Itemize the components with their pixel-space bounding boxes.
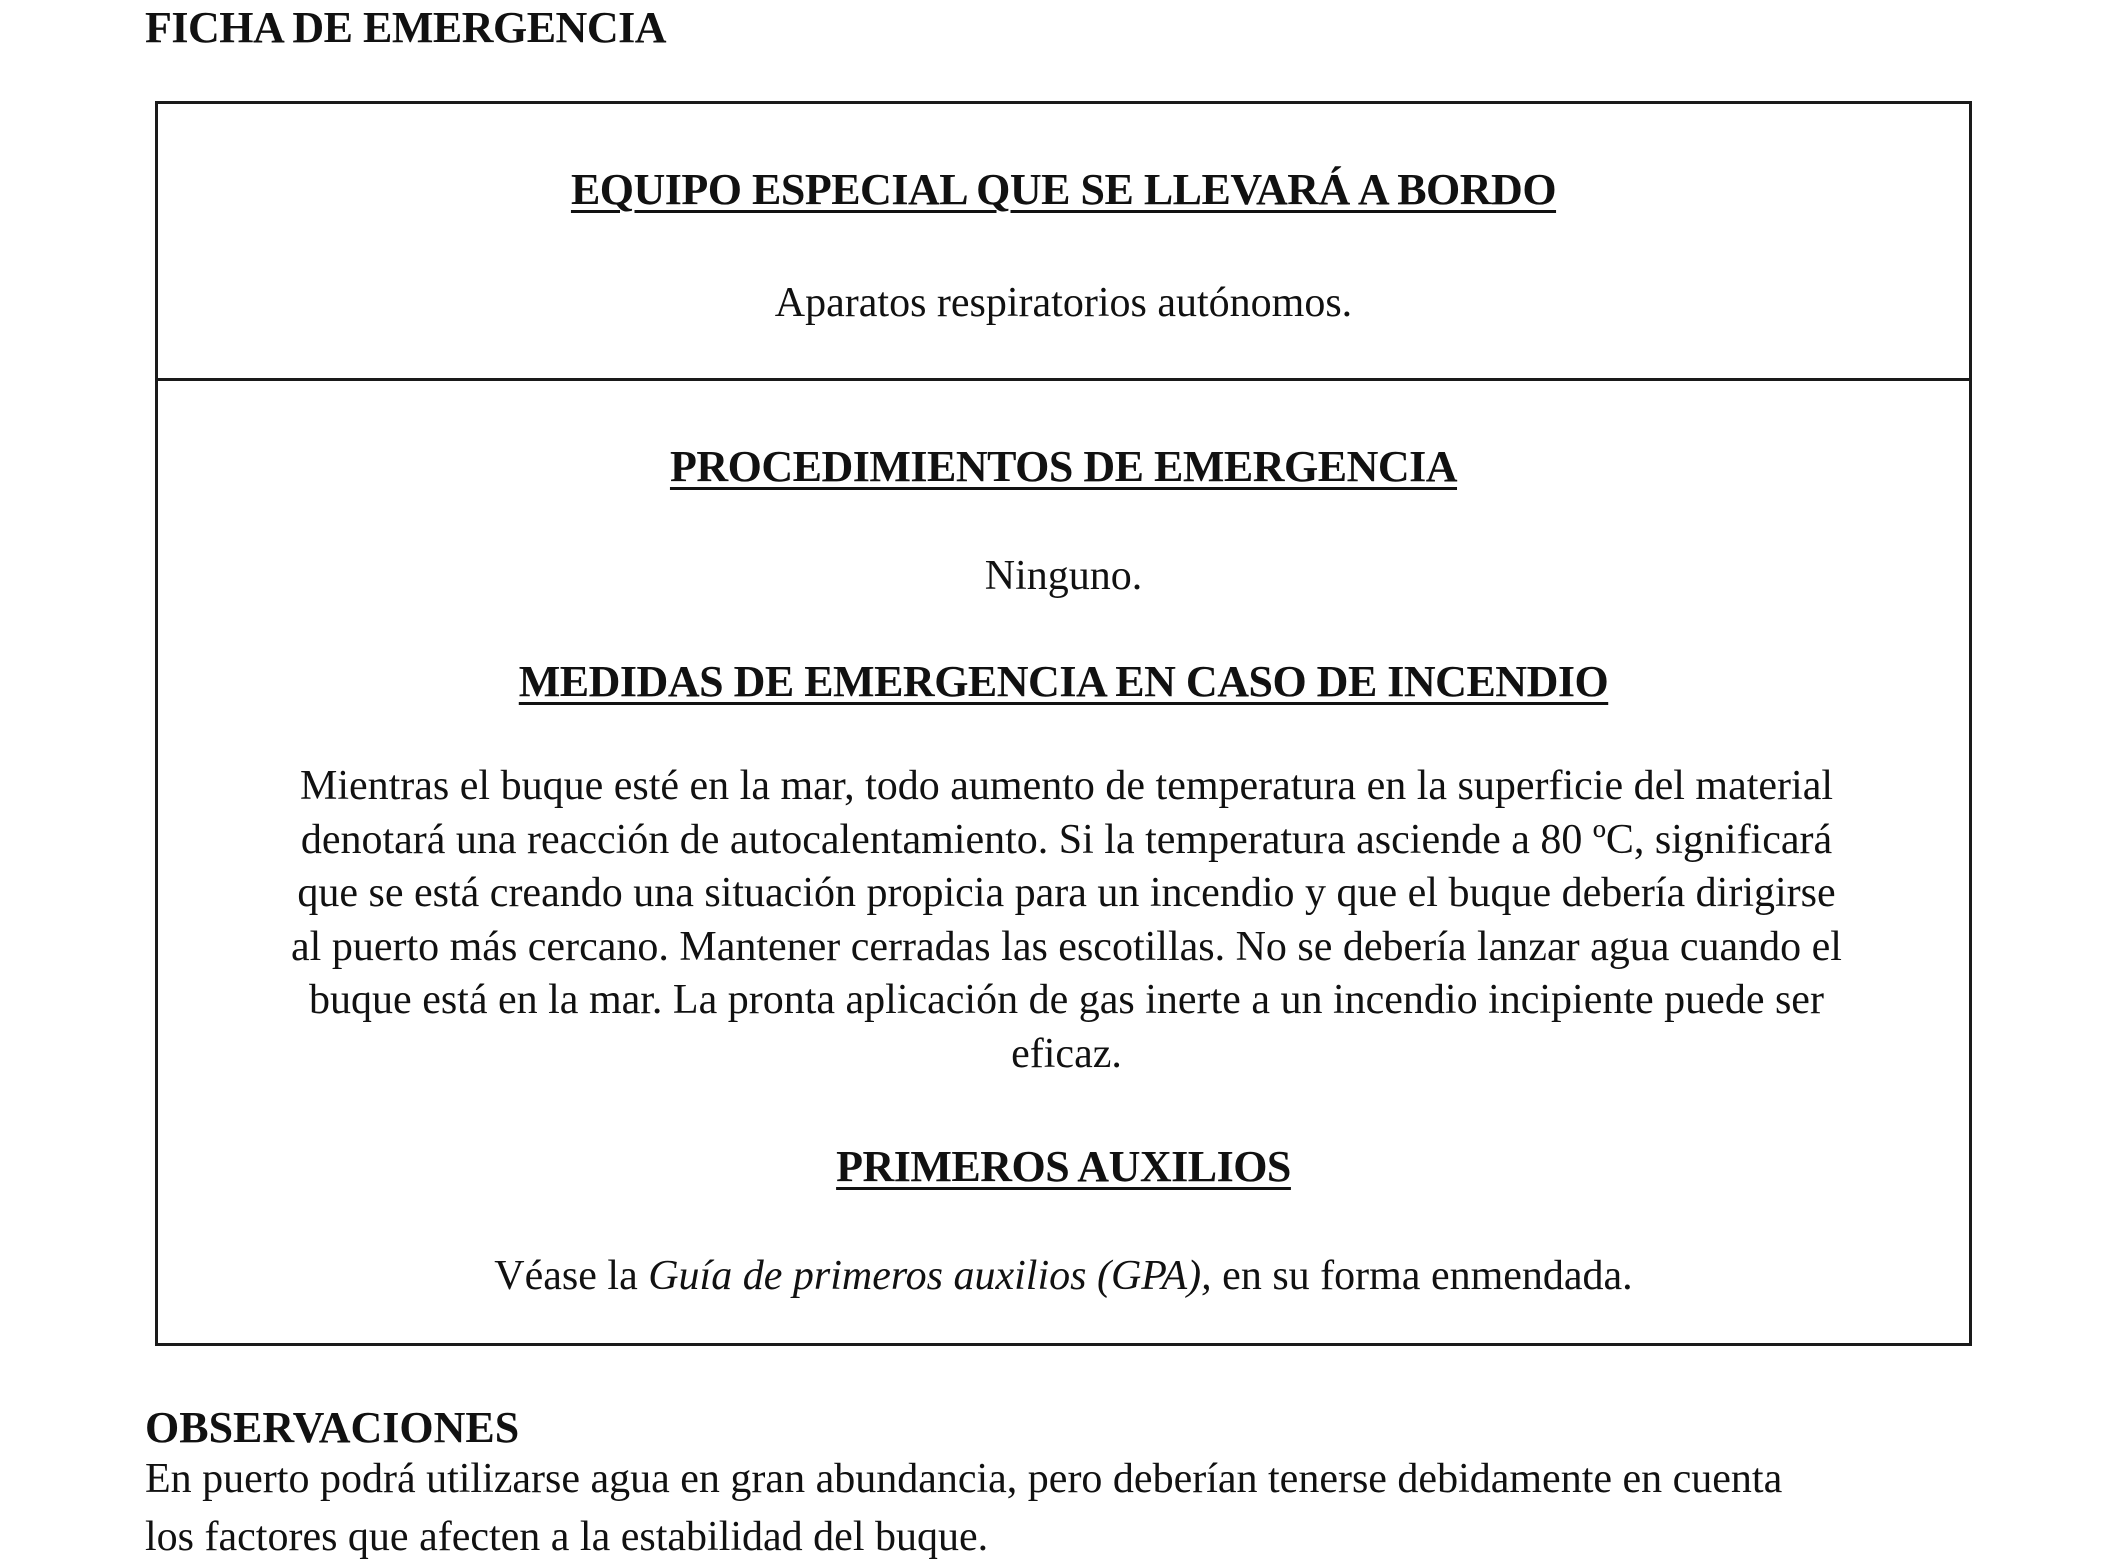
- procedures-text: Ninguno.: [984, 553, 1143, 599]
- section-divider: [158, 378, 1969, 381]
- first-aid-text-after: en su forma enmendada.: [1211, 1253, 1633, 1299]
- observations-line: En puerto podrá utilizarse agua en gran abundancia, pero deberían tenerse debidamente en cuenta: [145, 1456, 1783, 1502]
- emergency-sheet-frame: [155, 101, 1972, 1346]
- fire-measures-line: que se está creando una situación propicia para un incendio y que el buque debería dirigirse: [297, 870, 1836, 916]
- first-aid-guide-title: Guía de primeros auxilios (GPA),: [648, 1253, 1212, 1299]
- fire-measures-line: eficaz.: [1011, 1030, 1122, 1077]
- fire-measures-line: denotará una reacción de autocalentamiento. Si la temperatura asciende a 80 ºC, significará: [300, 816, 1833, 863]
- page-title: FICHA DE EMERGENCIA: [145, 3, 666, 52]
- observations-heading: OBSERVACIONES: [145, 1403, 520, 1452]
- fire-measures-line: buque está en la mar. La pronta aplicación de gas inerte a un incendio incipiente puede ser: [309, 977, 1824, 1023]
- fire-measures-line: Mientras el buque esté en la mar, todo aumento de temperatura en la superficie del material: [299, 763, 1834, 809]
- fire-measures-paragraph: [258, 760, 1875, 1081]
- equipment-text: Aparatos respiratorios autónomos.: [774, 280, 1353, 326]
- first-aid-heading: PRIMEROS AUXILIOS: [836, 1142, 1291, 1191]
- procedures-heading: PROCEDIMIENTOS DE EMERGENCIA: [669, 442, 1458, 491]
- observations-line: los factores que afecten a la estabilidad del buque.: [145, 1514, 989, 1560]
- fire-measures-heading: MEDIDAS DE EMERGENCIA EN CASO DE INCENDIO: [518, 657, 1609, 706]
- first-aid-text: [158, 1249, 1969, 1303]
- fire-measures-line: al puerto más cercano. Mantener cerradas las escotillas. No se debería lanzar agua cuando el: [291, 923, 1842, 970]
- observations-text: [145, 1450, 1995, 1566]
- equipment-heading: EQUIPO ESPECIAL QUE SE LLEVARÁ A BORDO: [570, 165, 1557, 214]
- first-aid-text-before: Véase la: [494, 1253, 649, 1299]
